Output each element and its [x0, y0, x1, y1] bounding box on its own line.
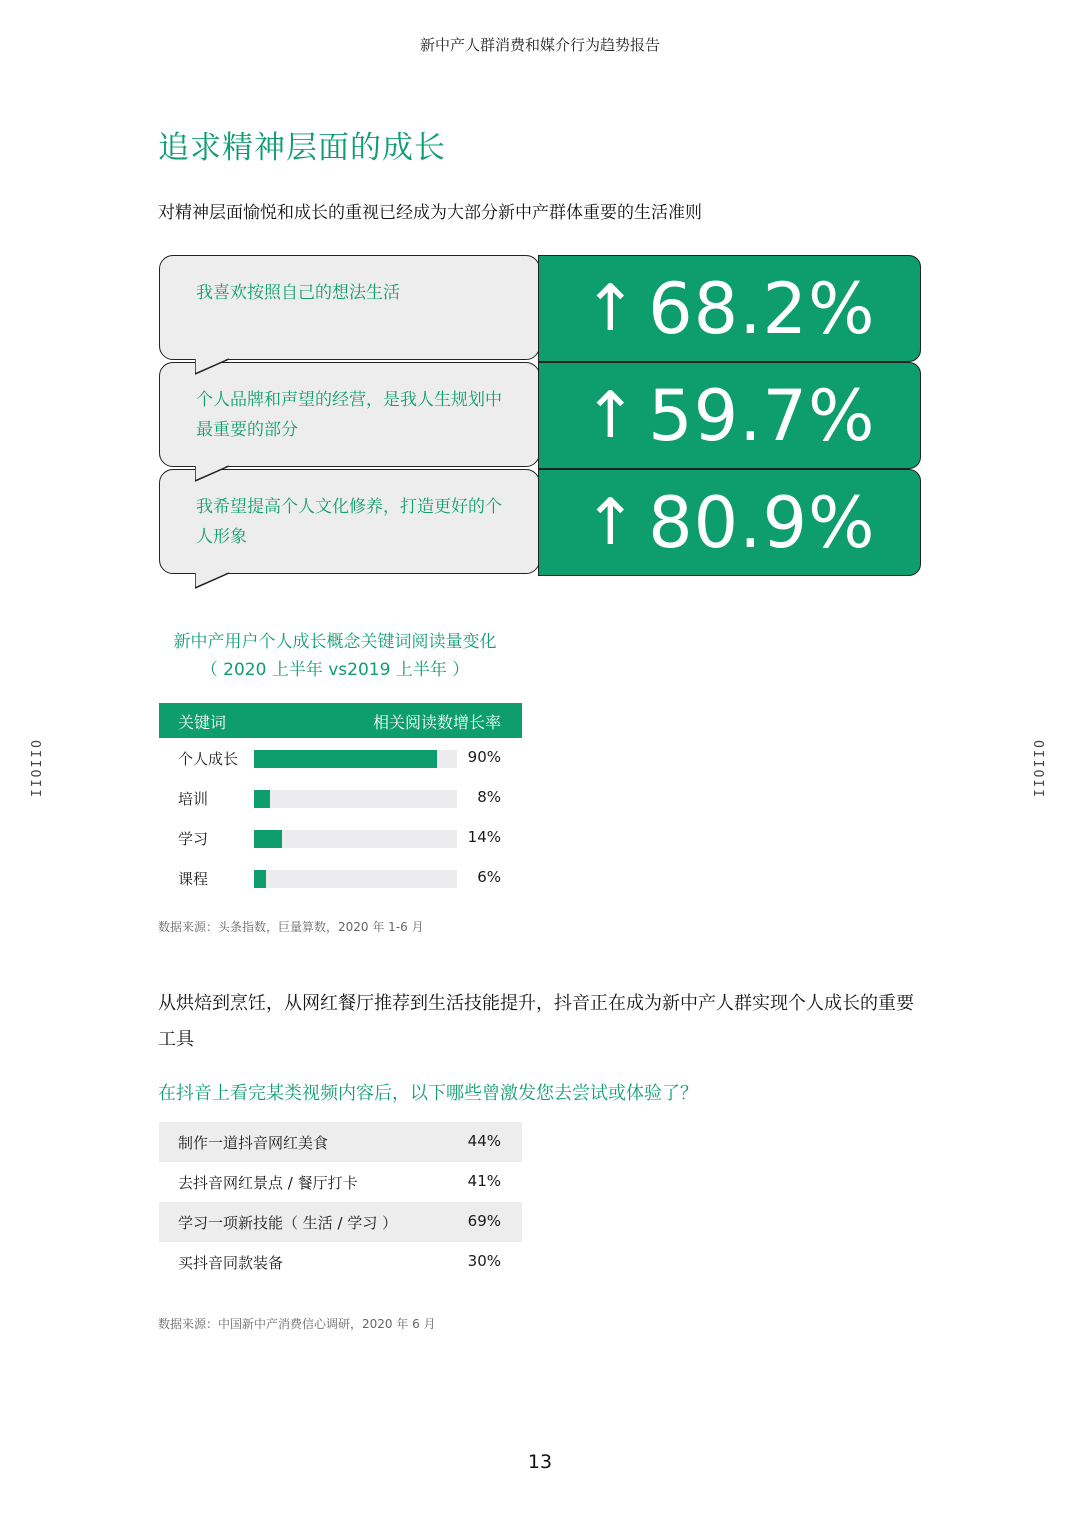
stat-text: 我喜欢按照自己的想法生活 — [196, 283, 400, 303]
stat-value: 80.9% — [648, 481, 876, 564]
up-arrow-icon: ↑ — [583, 271, 639, 346]
bar-row — [159, 780, 522, 820]
row-label: 去抖音网红景点 / 餐厅打卡 — [178, 1174, 358, 1192]
speech-tail-icon — [195, 358, 235, 376]
table-row — [159, 1162, 522, 1202]
stat-bubble — [159, 469, 540, 574]
stat-row — [159, 469, 921, 576]
bar-track — [254, 750, 457, 768]
table-row — [159, 1122, 522, 1162]
row-value: 69% — [467, 1212, 501, 1230]
stat-bubble — [159, 255, 540, 360]
bar-category-label: 课程 — [178, 870, 209, 888]
speech-tail-icon — [195, 572, 235, 590]
side-logo-left: IIOIIO — [30, 738, 45, 797]
survey-source-note: 数据来源：中国新中产消费信心调研，2020 年 6 月 — [158, 1317, 436, 1331]
chart-source-note: 数据来源：头条指数，巨量算数，2020 年 1-6 月 — [158, 920, 424, 934]
bar-row — [159, 740, 522, 780]
bar-value-label: 14% — [467, 828, 501, 846]
row-value: 44% — [467, 1132, 501, 1150]
stat-row — [159, 362, 921, 469]
stat-value-box — [538, 255, 921, 362]
bar-track — [254, 870, 457, 888]
section-title: 追求精神层面的成长 — [158, 130, 446, 166]
bar-track — [254, 830, 457, 848]
bar — [254, 790, 270, 808]
bar-category-label: 个人成长 — [178, 750, 239, 768]
bar-row — [159, 860, 522, 900]
bar-value-label: 8% — [477, 788, 501, 806]
bar — [254, 750, 437, 768]
up-arrow-icon: ↑ — [583, 485, 639, 560]
bar-value-label: 90% — [467, 748, 501, 766]
stat-text: 我希望提高个人文化修养，打造更好的个人形象 — [196, 497, 502, 547]
row-label: 买抖音同款装备 — [178, 1254, 284, 1272]
side-logo-right: IIOIIO — [1033, 738, 1048, 797]
report-header-title: 新中产人群消费和媒介行为趋势报告 — [419, 36, 660, 54]
chart-subtitle-line: （ 2020 上半年 vs2019 上半年 ） — [200, 660, 470, 680]
bar-value-label: 6% — [477, 868, 501, 886]
chart-header-bar — [159, 703, 522, 738]
stats-panel — [159, 255, 921, 576]
col-keyword-header: 关键词 — [178, 713, 227, 732]
row-label: 制作一道抖音网红美食 — [178, 1134, 329, 1152]
bar-row — [159, 820, 522, 860]
row-value: 30% — [467, 1252, 501, 1270]
bar — [254, 870, 266, 888]
up-arrow-icon: ↑ — [583, 378, 639, 453]
speech-tail-icon — [195, 465, 235, 483]
bar-track — [254, 790, 457, 808]
bar-category-label: 培训 — [178, 790, 209, 808]
table-row — [159, 1242, 522, 1282]
col-growth-header: 相关阅读数增长率 — [372, 713, 501, 732]
section-subtitle: 对精神层面愉悦和成长的重视已经成为大部分新中产群体重要的生活准则 — [158, 203, 702, 223]
stat-value-box — [538, 362, 921, 469]
row-value: 41% — [467, 1172, 501, 1190]
table-row — [159, 1202, 522, 1242]
row-label: 学习一项新技能（ 生活 / 学习 ） — [178, 1214, 398, 1232]
stat-value-box — [538, 469, 921, 576]
page-number: 13 — [527, 1451, 553, 1473]
stat-text: 个人品牌和声望的经营，是我人生规划中最重要的部分 — [196, 390, 502, 440]
stat-row — [159, 255, 921, 362]
chart-title-line: 新中产用户个人成长概念关键词阅读量变化 — [173, 632, 497, 652]
survey-question-title: 在抖音上看完某类视频内容后，以下哪些曾激发您去尝试或体验了？ — [158, 1083, 698, 1104]
bar — [254, 830, 282, 848]
chart-title — [158, 628, 512, 684]
stat-bubble — [159, 362, 540, 467]
body-paragraph: 从烘焙到烹饪，从网红餐厅推荐到生活技能提升，抖音正在成为新中产人群实现个人成长的重要工具 — [158, 993, 914, 1050]
bar-category-label: 学习 — [178, 830, 209, 848]
stat-value: 59.7% — [648, 374, 876, 457]
stat-value: 68.2% — [648, 267, 876, 350]
survey-table — [159, 1122, 522, 1282]
